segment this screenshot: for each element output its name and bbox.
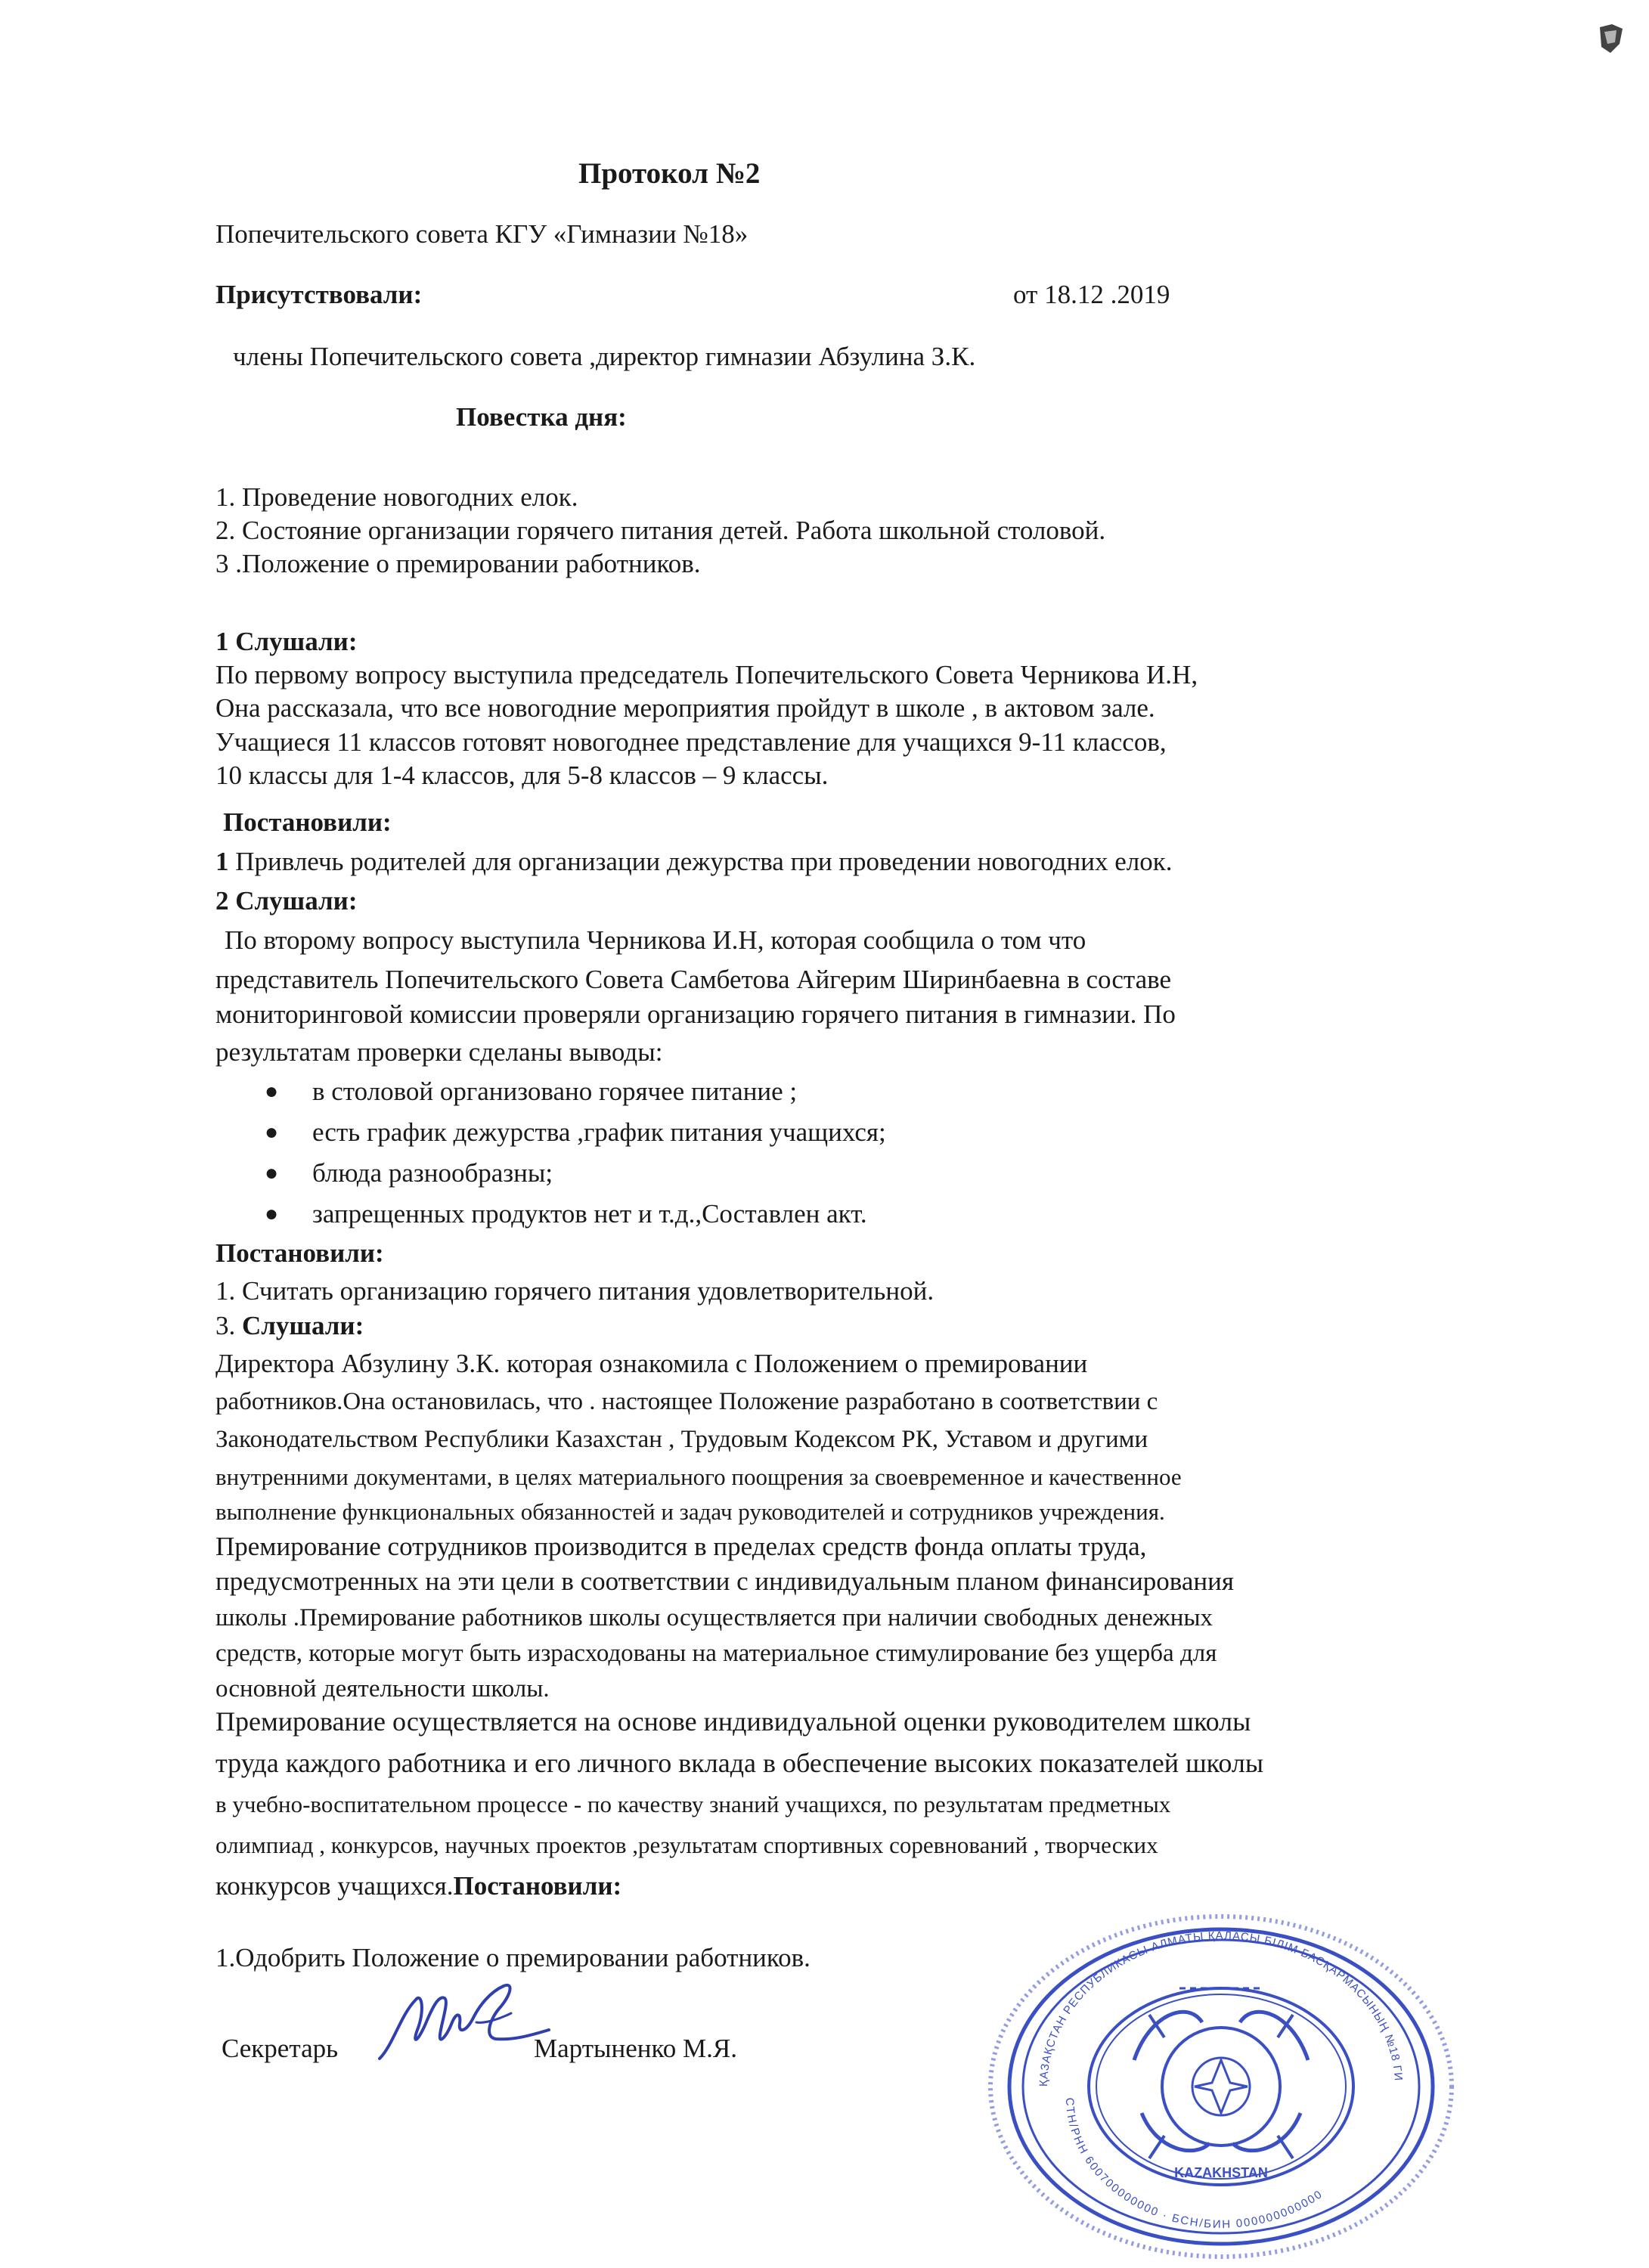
- stamp-center-text: KAZAKHSTAN: [1174, 2165, 1268, 2180]
- section3-text-line: предусмотренных на эти цели в соответствии с индивидуальным планом финансирования: [215, 1566, 1234, 1596]
- organization-line: Попечительского совета КГУ «Гимназии №18»: [215, 219, 749, 249]
- agenda-label: Повестка дня:: [456, 402, 627, 432]
- section2-text-line: По второму вопросу выступила Черникова И.Н, которая сообщила о том что: [225, 925, 1086, 955]
- bullet-item: запрещенных продуктов нет и т.д.,Составлен акт.: [312, 1199, 867, 1228]
- section3-number: 3.: [215, 1311, 236, 1340]
- bullet-icon: ●: [265, 1160, 279, 1185]
- section3-text-line: внутренними документами, в целях материального поощрения за своевременное и качественное: [215, 1464, 1182, 1490]
- meeting-date: от 18.12 .2019: [1013, 280, 1170, 309]
- bullet-item: в столовой организовано горячее питание ;: [312, 1077, 798, 1106]
- section3-text-line: основной деятельности школы.: [215, 1675, 550, 1703]
- stamp-outer-text: ҚАЗАҚСТАН РЕСПУБЛИКАСЫ АЛМАТЫ ҚАЛАСЫ БІЛІМ БАСҚАРМАСЫНЫҢ №18 ГИ: [1037, 1929, 1405, 2087]
- bullet-item: есть график дежурства ,график питания учащихся;: [312, 1117, 886, 1147]
- section3-text-line: Законодательством Республики Казахстан , Трудовым Кодексом РК, Уставом и другими: [215, 1426, 1148, 1453]
- section3-last-text: конкурсов учащихся.: [215, 1871, 454, 1901]
- secretary-name: Мартыненко М.Я.: [534, 2034, 737, 2063]
- present-label: Присутствовали:: [215, 280, 423, 309]
- section1-text-line: Учащиеся 11 классов готовят новогоднее представление для учащихся 9-11 классов,: [215, 727, 1167, 757]
- section3-text-line: в учебно-воспитательном процессе - по качеству знаний учащихся, по результатам предметных: [215, 1791, 1171, 1817]
- resolution-text: Привлечь родителей для организации дежурства при проведении новогодних елок.: [228, 847, 1173, 876]
- section2-text-line: результатам проверки сделаны выводы:: [215, 1037, 663, 1067]
- section1-text-line: Она рассказала, что все новогодние мероприятия пройдут в школе , в актовом зале.: [215, 693, 1155, 723]
- section3-heading: [215, 1309, 364, 1343]
- section2-text-line: мониторинговой комиссии проверяли организацию горячего питания в гимназии. По: [215, 999, 1176, 1029]
- section3-text-line: средств, которые могут быть израсходованы на материальное стимулирование без ущерба для: [215, 1640, 1217, 1667]
- section2-resolved-label: Постановили:: [215, 1238, 384, 1268]
- corner-mark: [1597, 21, 1626, 56]
- section3-text-line: олимпиад , конкурсов, научных проектов ,результатам спортивных соревнований , творческих: [215, 1832, 1158, 1858]
- bullet-icon: ●: [265, 1120, 279, 1145]
- secretary-signature: [363, 1969, 552, 2068]
- section2-heading: 2 Слушали:: [215, 886, 358, 916]
- section3-text-line: труда каждого работника и его личного вклада в обеспечение высоких показателей школы: [215, 1748, 1264, 1778]
- bullet-icon: ●: [265, 1201, 279, 1226]
- attendees-line: члены Попечительского совета ,директор гимназии Абзулина З.К.: [233, 342, 976, 371]
- section1-text-line: 10 классы для 1-4 классов, для 5-8 классов – 9 классы.: [215, 761, 829, 790]
- section2-text-line: представитель Попечительского Совета Самбетова Айгерим Ширинбаевна в составе: [215, 965, 1172, 994]
- bullet-icon: ●: [265, 1079, 279, 1104]
- stamp-bottom-text: СТН/РНН 600700000000 · БСН/БИН 000000000000: [1062, 2097, 1325, 2232]
- section3-text-line: Премирование сотрудников производится в пределах средств фонда оплаты труда,: [215, 1532, 1147, 1561]
- agenda-item: 2. Состояние организации горячего питания детей. Работа школьной столовой.: [215, 516, 1106, 545]
- agenda-item: 1. Проведение новогодних елок.: [215, 482, 578, 512]
- secretary-label: Секретарь: [222, 2034, 339, 2063]
- agenda-item: 3 .Положение о премировании работников.: [215, 549, 701, 578]
- section3-resolved-label: Постановили:: [453, 1871, 622, 1901]
- section3-last-line: [215, 1870, 621, 1903]
- section3-text-line: работников.Она остановилась, что . настоящее Положение разработано в соответствии с: [215, 1388, 1158, 1415]
- section1-resolution: [215, 845, 1172, 878]
- section3-text-line: школы .Премирование работников школы осуществляется при наличии свободных денежных: [215, 1604, 1214, 1631]
- section3-text-line: Премирование осуществляется на основе индивидуальной оценки руководителем школы: [215, 1706, 1251, 1737]
- section1-heading: 1 Слушали:: [215, 627, 358, 656]
- section1-text-line: По первому вопросу выступила председатель Попечительского Совета Черникова И.Н,: [215, 660, 1198, 689]
- resolution-number: 1: [215, 847, 229, 876]
- section3-text-line: Директора Абзулину З.К. которая ознакомила с Положением о премировании: [215, 1349, 1088, 1378]
- section3-heading-text: Слушали:: [235, 1311, 364, 1340]
- section3-resolution: 1.Одобрить Положение о премировании работников.: [215, 1943, 811, 1972]
- official-stamp: [975, 1909, 1467, 2264]
- section3-text-line: выполнение функциональных обязанностей и задач руководителей и сотрудников учреждения.: [215, 1498, 1165, 1525]
- section2-resolution: 1. Считать организацию горячего питания удовлетворительной.: [215, 1276, 935, 1306]
- document-title: Протокол №2: [578, 157, 761, 190]
- section1-resolved-label: Постановили:: [223, 807, 392, 837]
- bullet-item: блюда разнообразны;: [312, 1158, 553, 1188]
